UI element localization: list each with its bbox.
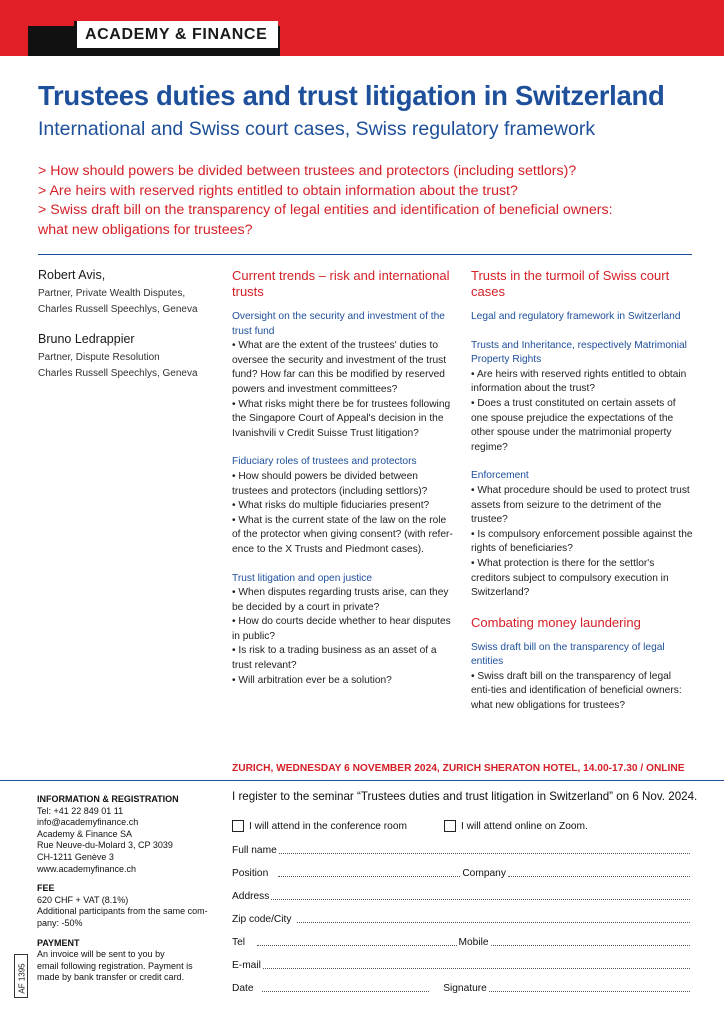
city: CH-1211 Genève 3 — [37, 851, 114, 862]
topic-subheading: Enforcement — [471, 470, 529, 482]
speaker-role: Partner, Dispute Resolution — [38, 352, 160, 363]
topic-block — [471, 641, 693, 714]
email-address[interactable]: info@academyfinance.ch — [37, 817, 139, 828]
field-label: Tel — [232, 937, 246, 948]
attend-zoom-option[interactable] — [444, 820, 588, 832]
topic-block — [232, 572, 454, 689]
attend-room-option[interactable] — [232, 820, 407, 832]
signature-field[interactable] — [489, 981, 690, 992]
payment-heading: PAYMENT — [37, 937, 80, 948]
topic-item: • What are the extent of the trustees' duties to oversee the security and investment of the trust fund? How far can this be modified by reserved powers and investment committees? — [232, 340, 447, 395]
topic-item: • How should powers be divided between trustees and protectors (including settlors)? — [232, 470, 428, 497]
field-label: Date — [232, 983, 254, 994]
address-field[interactable] — [232, 888, 692, 902]
topic-subheading: Trusts and Inheritance, respectively Matrimonial Property Rights — [471, 339, 687, 366]
field-label: Zip code/City — [232, 914, 292, 925]
field-label: Company — [462, 868, 506, 879]
question-item: what new obligations for trustees? — [38, 221, 253, 238]
website-link[interactable]: www.academyfinance.ch — [37, 863, 137, 874]
question-item: > Swiss draft bill on the transparency of legal entities and identification of beneficial owners: — [38, 202, 613, 218]
topic-item: • Is compulsory enforcement possible against the rights of beneficiaries? — [471, 528, 693, 555]
registration-info — [37, 794, 217, 984]
document-code: AF 1395 — [17, 963, 27, 994]
speaker — [38, 332, 218, 382]
key-questions — [38, 162, 698, 240]
section-divider — [0, 780, 724, 781]
topic-subheading: Oversight on the security and investment of the trust fund — [232, 311, 445, 337]
payment-text: An invoice will be sent to you by — [37, 949, 165, 960]
topic-item: • When disputes regarding trusts arise, can they be decided by a court in private? — [232, 587, 449, 613]
topic-subheading: Legal and regulatory framework in Switzerland — [471, 311, 681, 322]
page-subtitle: International and Swiss court cases, Swiss regulatory framework — [38, 118, 596, 140]
speaker-name: Robert Avis, — [38, 268, 106, 282]
topic-subheading: Fiduciary roles of trustees and protectors — [232, 456, 417, 468]
checkbox-label: I will attend online on Zoom. — [461, 820, 588, 832]
topic-item: • What risks might there be for trustees following the Singapore Court of Appeal's decision in the Ivanishvili v Credit Suisse Trust litigation? — [232, 398, 451, 439]
field-label: Full name — [232, 845, 277, 856]
payment-text: email following registration. Payment is — [37, 960, 193, 971]
topic-block — [232, 455, 454, 557]
speaker-name: Bruno Ledrappier — [38, 332, 135, 346]
registration-form — [232, 790, 698, 994]
field-label: Signature — [443, 983, 487, 994]
position-field[interactable] — [278, 866, 460, 877]
zip-city-field[interactable] — [232, 911, 692, 925]
phone-number: Tel: +41 22 849 01 11 — [37, 805, 124, 816]
topic-item: • What protection is there for the settlor's creditors subject to compulsory execution in Switzerland? — [471, 557, 669, 599]
topic-item: • What is the current state of the law on the role of the protector when giving consent? (with refer-ence to the X Trusts and Piedmont cases). — [232, 514, 453, 555]
field-label: E-mail — [232, 960, 261, 971]
topic-item: • Swiss draft bill on the transparency of legal enti-ties and identification of beneficial owners: what new obligations for trustees? — [471, 670, 682, 712]
email-field[interactable] — [232, 957, 692, 971]
program-column-2 — [471, 268, 693, 728]
date-signature-row — [232, 980, 692, 994]
payment-text: made by bank transfer or credit card. — [37, 972, 185, 983]
topic-block — [232, 310, 454, 441]
program-column-1 — [232, 268, 454, 702]
column-heading: Combating money laundering — [471, 614, 641, 630]
topic-item: • How do courts decide whether to hear disputes in public? — [232, 616, 451, 642]
topic-item: • Are heirs with reserved rights entitled to obtain information about the trust? — [471, 368, 687, 395]
speakers-list — [38, 268, 218, 392]
topic-block — [471, 469, 693, 600]
position-company-row — [232, 865, 692, 879]
document-code-box — [14, 954, 28, 998]
company-field[interactable] — [508, 866, 690, 877]
field-label: Mobile — [458, 937, 489, 948]
topic-subheading: Swiss draft bill on the transparency of legal entities — [471, 641, 665, 668]
column-heading: Trusts in the turmoil of Swiss court cases — [471, 268, 670, 299]
topic-item: • Will arbitration ever be a solution? — [232, 674, 392, 686]
register-statement: I register to the seminar “Trustees duties and trust litigation in Switzerland” on 6 Nov. 2024. — [232, 790, 698, 803]
org-name: Academy & Finance SA — [37, 828, 133, 839]
speaker-firm: Charles Russell Speechlys, Geneva — [38, 368, 198, 379]
brand-logo: ACADEMY & FINANCE — [74, 21, 278, 48]
field-label: Address — [232, 891, 270, 902]
speaker-role: Partner, Private Wealth Disputes, — [38, 288, 186, 299]
checkbox[interactable] — [232, 820, 244, 832]
fee-note: Additional participants from the same com-pany: -50% — [37, 906, 208, 928]
topic-subheading: Trust litigation and open justice — [232, 572, 373, 584]
page-title: Trustees duties and trust litigation in Switzerland — [38, 80, 665, 111]
topic-block — [471, 339, 693, 456]
attendance-options — [232, 820, 692, 834]
question-item: > How should powers be divided between trustees and protectors (including settlors)? — [38, 163, 577, 179]
speaker — [38, 268, 218, 318]
date-field[interactable] — [262, 981, 430, 992]
field-label: Position — [232, 868, 269, 879]
event-details: ZURICH, WEDNESDAY 6 NOVEMBER 2024, ZURICH SHERATON HOTEL, 14.00-17.30 / ONLINE — [232, 763, 685, 774]
info-heading: INFORMATION & REGISTRATION — [37, 794, 179, 804]
topic-item: • Is risk to a trading business as an asset of a trust relevant? — [232, 645, 437, 672]
speaker-firm: Charles Russell Speechlys, Geneva — [38, 304, 198, 315]
topic-item: • What procedure should be used to protect trust assets from seizure to the detriment of the trustee? — [471, 484, 690, 526]
street-address: Rue Neuve-du-Molard 3, CP 3039 — [37, 840, 173, 851]
fee-amount: 620 CHF + VAT (8.1%) — [37, 894, 129, 905]
topic-block — [471, 310, 693, 325]
mobile-field[interactable] — [491, 935, 690, 946]
column-heading: Current trends – risk and international trusts — [232, 268, 450, 299]
fee-heading: FEE — [37, 883, 55, 894]
section-divider — [38, 254, 692, 255]
checkbox-label: I will attend in the conference room — [249, 820, 407, 832]
tel-field[interactable] — [257, 935, 456, 946]
full-name-field[interactable] — [232, 842, 692, 856]
topic-item: • What risks do multiple fiduciaries present? — [232, 500, 430, 512]
tel-mobile-row — [232, 934, 692, 948]
checkbox[interactable] — [444, 820, 456, 832]
topic-item: • Does a trust constituted on certain assets of one spouse prejudice the expectations of the other spouse under the matrimonial property regime? — [471, 397, 676, 453]
question-item: > Are heirs with reserved rights entitled to obtain information about the trust? — [38, 182, 518, 199]
